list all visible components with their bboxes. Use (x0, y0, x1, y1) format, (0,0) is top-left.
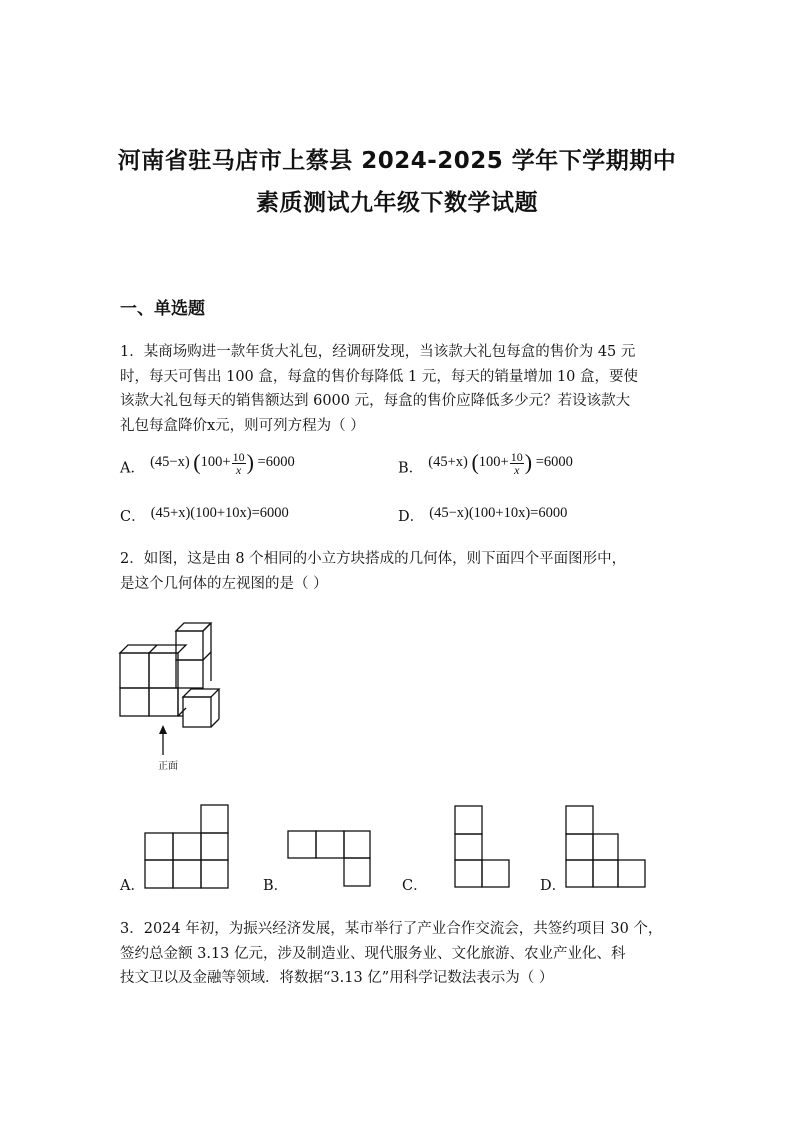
option-expr-mid: 100+ (478, 454, 509, 471)
question-1-line: 礼包每盒降价x元，则可列方程为（ ） (120, 417, 365, 434)
question-1-line: 1．某商场购进一款年货大礼包，经调研发现，当该款大礼包每盒的售价为 45 元 (120, 344, 636, 360)
fraction-numerator: 10 (232, 449, 245, 464)
front-label: 正面 (158, 761, 178, 772)
question-2-line: 是这个几何体的左视图的是（ ） (120, 575, 328, 592)
q2-option-b-label[interactable]: B． (263, 878, 289, 894)
cube-figure (110, 615, 240, 775)
question-1-line: 时，每天可售出 100 盒，每盒的售价每降低 1 元，每天的销量增加 10 盒，要使 (120, 368, 639, 385)
question-2-line: 2．如图，这是由 8 个相同的小立方块搭成的几何体，则下面四个平面图形中， (120, 551, 627, 567)
q1-option-d[interactable] (398, 505, 567, 526)
option-expr: (45+x)(100+10x)=6000 (150, 505, 289, 521)
option-expr-left: (45−x) (150, 454, 190, 471)
option-expr-mid: 100+ (200, 454, 231, 471)
option-expr-right: =6000 (535, 454, 573, 471)
fraction-denominator: x (235, 462, 242, 477)
question-2-text (120, 547, 676, 596)
q2-option-c-figure[interactable] (453, 804, 511, 890)
q2-option-d-label[interactable]: D． (540, 878, 567, 894)
doc-title-line1: 河南省驻马店市上蔡县 2024-2025 学年下学期期中 (117, 148, 677, 174)
q2-option-b-figure[interactable] (286, 829, 372, 889)
doc-title-line2: 素质测试九年级下数学试题 (256, 190, 538, 216)
fraction-denominator: x (514, 462, 520, 477)
question-1-line: 该款大礼包每天的销售额达到 6000 元，每盒的售价应降低多少元？若设该款大 (120, 393, 631, 409)
option-expr: (45−x)(100+10x)=6000 (429, 505, 568, 521)
q2-option-a-label[interactable]: A． (120, 878, 145, 894)
option-label: B． (398, 460, 424, 477)
option-label: C． (120, 509, 146, 525)
question-3-text (120, 917, 676, 991)
option-expr-right: =6000 (257, 454, 295, 471)
option-label: A． (120, 460, 145, 477)
q2-option-d-figure[interactable] (564, 804, 648, 890)
q2-option-c-label[interactable]: C． (402, 878, 428, 894)
q1-option-a[interactable]: A． (45−x) (100+ $\frac{10}{x}$ ) =6000 (120, 449, 295, 477)
option-expr-left: (45+x) (428, 454, 468, 471)
q2-option-a-figure[interactable] (143, 803, 231, 891)
q1-option-b[interactable]: B． (45+x) (100+ $\frac{10}{x}$ ) =6000 (398, 449, 573, 477)
question-3-line: 签约总金额 3.13 亿元，涉及制造业、现代服务业、文化旅游、农业产业化、科 (120, 945, 626, 962)
section-heading: 一、单选题 (120, 299, 205, 319)
fraction-numerator: 10 (510, 449, 523, 464)
q1-option-c[interactable] (120, 505, 289, 526)
question-3-line: 3．2024 年初，为振兴经济发展，某市举行了产业合作交流会，共签约项目 30 个， (120, 921, 663, 937)
option-label: D． (398, 509, 425, 525)
question-1-text (120, 340, 676, 438)
question-3-line: 技文卫以及金融等领域．将数据“3.13 亿”用科学记数法表示为（ ） (120, 970, 554, 986)
